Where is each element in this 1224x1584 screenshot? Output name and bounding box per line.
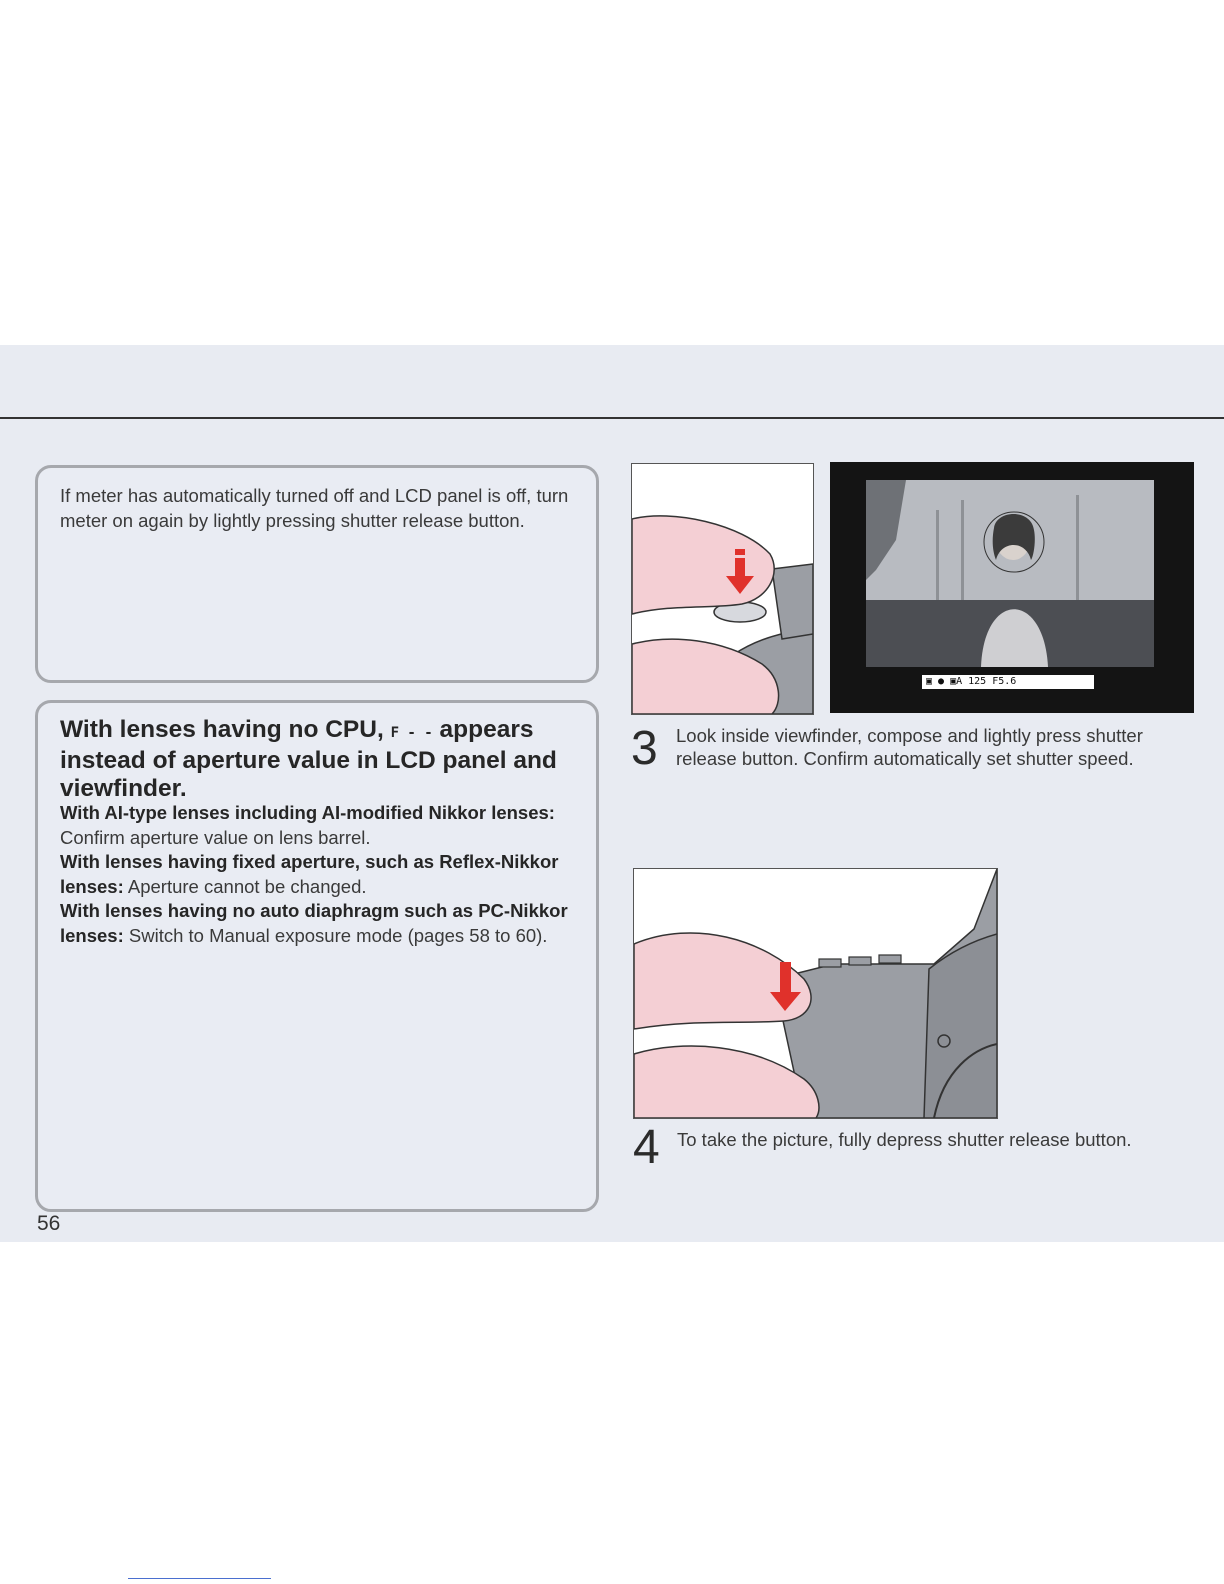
full-press-illustration — [633, 868, 998, 1119]
warning-title-suffix: appears instead of aperture value in LCD panel and viewfinder. — [60, 716, 557, 802]
page-number: 56 — [37, 1212, 61, 1235]
warning-body — [60, 801, 580, 948]
footer-rule — [128, 1578, 271, 1579]
press-indicator-mark — [735, 549, 745, 555]
warning-item — [60, 899, 580, 948]
half-press-drawing — [632, 464, 813, 714]
warning-item-lead: With lenses having no auto diaphragm such as PC-Nikkor lenses: — [60, 900, 568, 946]
warning-title — [60, 716, 590, 803]
warning-title-prefix: With lenses having no CPU, — [60, 716, 384, 743]
step-4-text: To take the picture, fully depress shutter release button. — [677, 1129, 1132, 1150]
control-button-shape — [879, 955, 901, 963]
header-rule — [0, 417, 1224, 419]
viewfinder-scene — [866, 480, 1154, 667]
warning-item-lead: With AI-type lenses including AI-modified Nikkor lenses: — [60, 802, 555, 823]
control-button-shape — [819, 959, 841, 967]
warning-item — [60, 801, 580, 850]
arrow-shaft — [780, 962, 791, 994]
viewfinder-lcd-readout: ▣ ● ▣A 125 F5.6 — [922, 675, 1094, 689]
f-dash-symbol: F - - — [390, 725, 433, 741]
viewfinder-photo — [866, 480, 1154, 667]
viewfinder-image — [830, 462, 1194, 713]
control-button-shape — [849, 957, 871, 965]
step-3-text: Look inside viewfinder, compose and lightly press shutter release button. Confirm automatically set shutter speed. — [676, 725, 1143, 769]
warning-item-text: Switch to Manual exposure mode (pages 58 to 60). — [128, 924, 548, 946]
warning-item — [60, 850, 580, 899]
full-press-drawing — [634, 869, 997, 1118]
half-press-illustration — [631, 463, 814, 715]
warning-item-text: Confirm aperture value on lens barrel. — [60, 826, 371, 848]
arrow-shaft — [735, 558, 745, 576]
step-4-number: 4 — [633, 1121, 660, 1174]
step-3-number: 3 — [631, 722, 658, 775]
warning-item-text: Aperture cannot be changed. — [127, 875, 367, 897]
warning-item-lead: With lenses having fixed aperture, such as Reflex-Nikkor lenses: — [60, 851, 559, 897]
note-text: If meter has automatically turned off and LCD panel is off, turn meter on again by lightly pressing shutter release button. — [60, 485, 569, 531]
